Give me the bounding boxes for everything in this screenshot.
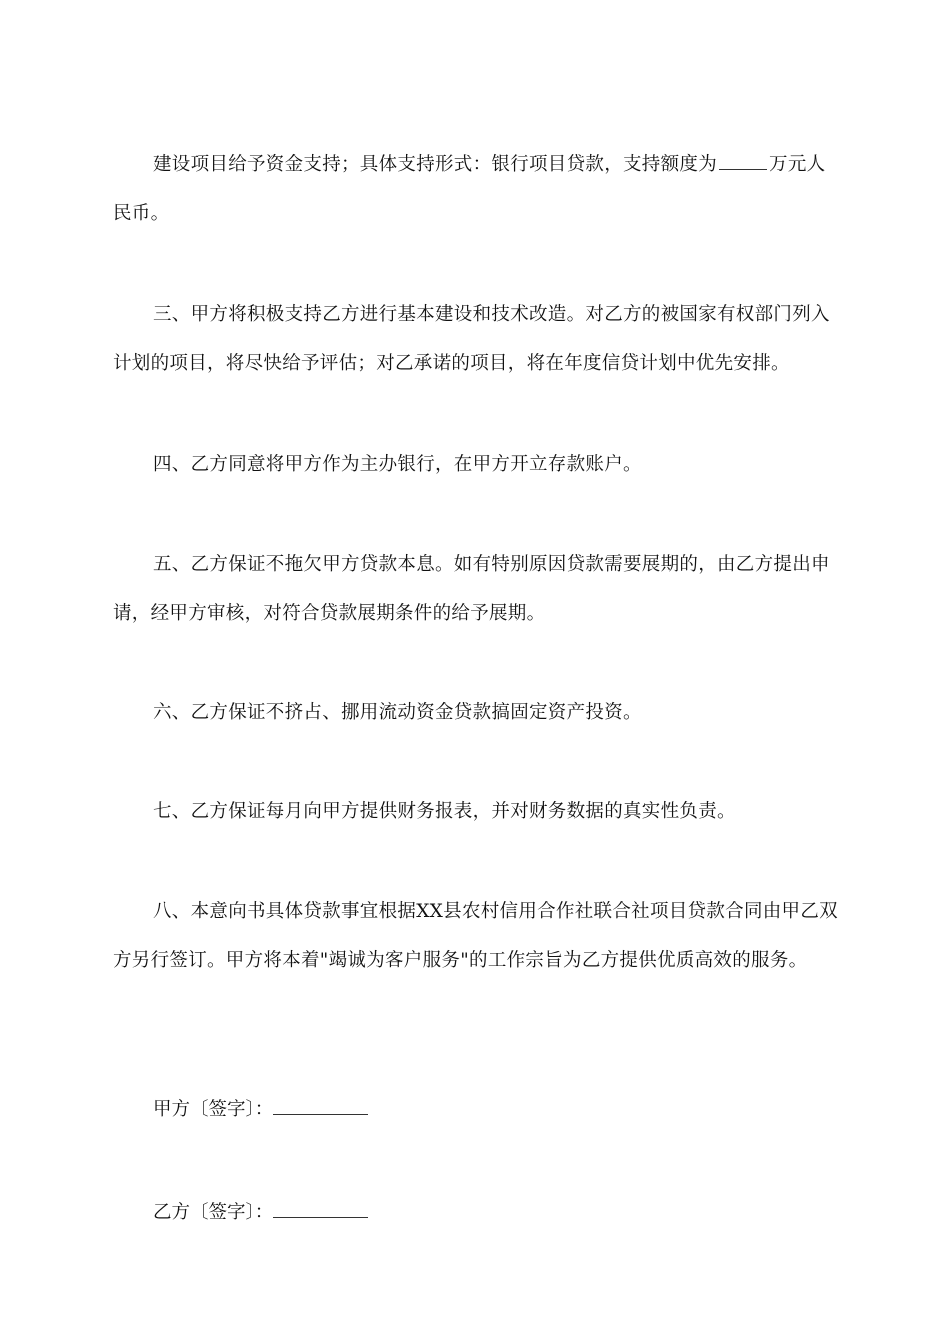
paragraph-funding-before: 建设项目给予资金支持；具体支持形式：银行项目贷款，支持额度为 xyxy=(153,154,718,175)
clause-three: 三、甲方将积极支持乙方进行基本建设和技术改造。对乙方的被国家有权部门列入计划的项目，将尽快给予评估；对乙承诺的项目，将在年度信贷计划中优先安排。 xyxy=(113,304,830,374)
signature-party-b xyxy=(153,1198,368,1228)
clause-five: 五、乙方保证不拖欠甲方贷款本息。如有特别原因贷款需要展期的，由乙方提出申请，经甲方审核，对符合贷款展期条件的给予展期。 xyxy=(113,554,830,624)
clause-four: 四、乙方同意将甲方作为主办银行，在甲方开立存款账户。 xyxy=(153,454,642,475)
signature-party-b-line xyxy=(273,1203,368,1218)
signature-party-a-label: 甲方〔签字〕： xyxy=(153,1099,274,1120)
paragraph-funding-after: 万元人民币。 xyxy=(113,154,826,224)
clause-eight: 八、本意向书具体贷款事宜根据XX县农村信用合作社联合社项目贷款合同由甲乙双方另行签订。甲方将本着"竭诚为客户服务"的工作宗旨为乙方提供优质高效的服务。 xyxy=(113,901,838,971)
clause-six: 六、乙方保证不挤占、挪用流动资金贷款搞固定资产投资。 xyxy=(153,702,642,723)
paragraph-funding xyxy=(113,140,843,238)
signature-party-b-label: 乙方〔签字〕： xyxy=(153,1202,274,1223)
amount-blank xyxy=(719,155,767,170)
signature-party-a xyxy=(153,1095,368,1125)
signature-party-a-line xyxy=(273,1100,368,1115)
clause-seven: 七、乙方保证每月向甲方提供财务报表，并对财务数据的真实性负责。 xyxy=(153,801,736,822)
